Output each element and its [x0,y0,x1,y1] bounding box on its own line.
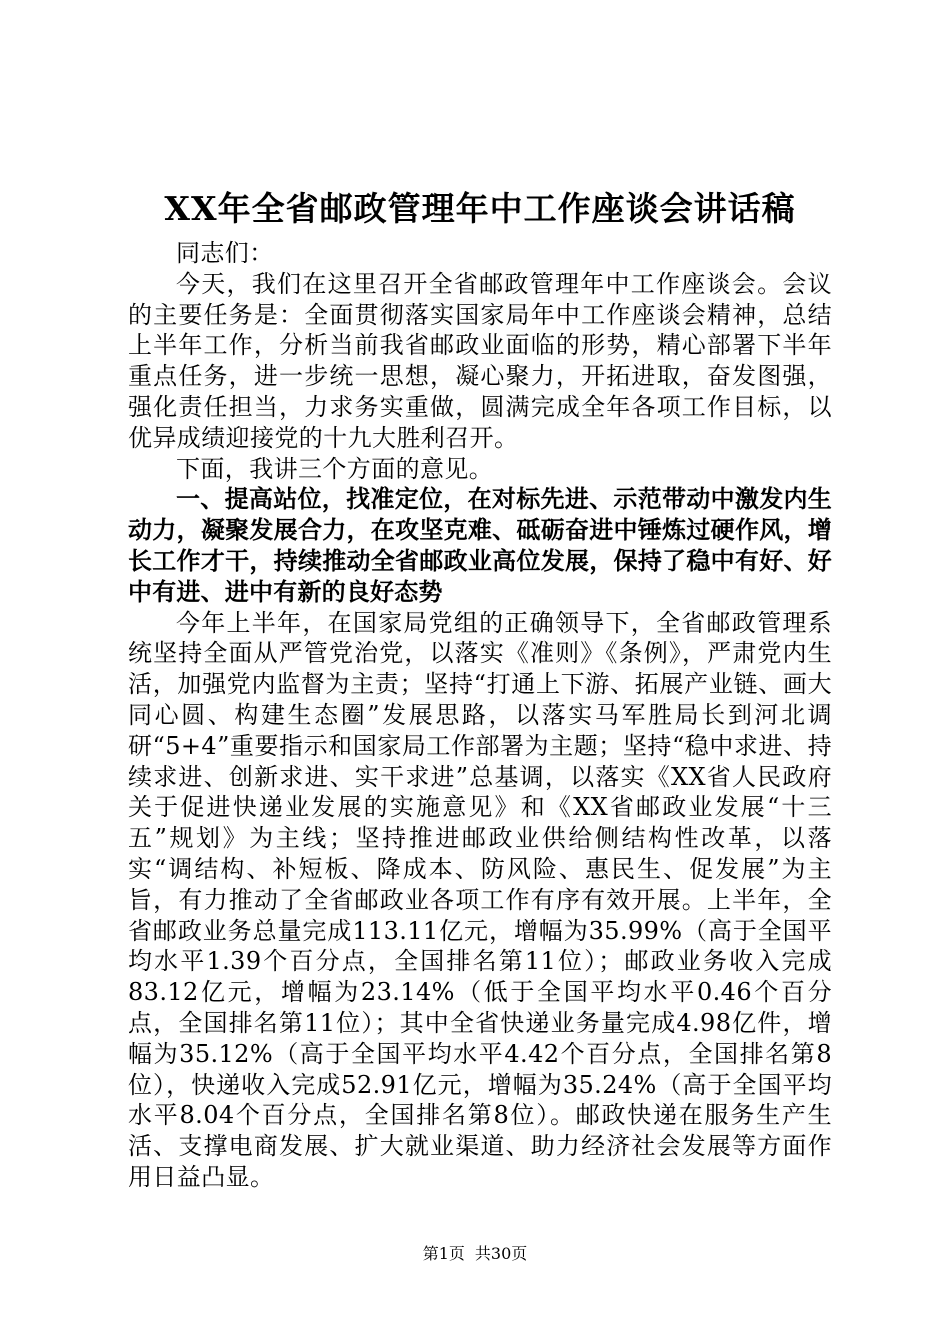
document-body [128,238,832,1193]
section-heading: 一、提高站位，找准定位，在对标先进、示范带动中激发内生动力，凝聚发展合力，在攻坚克难、砥砺奋进中锤炼过硬作风，增长工作才干，持续推动全省邮政业高位发展，保持了稳中有好、好中有进、进中有新的良好态势 [128,484,832,606]
page-number-current: 第1页 [422,1244,465,1263]
page-footer [0,1244,950,1264]
salutation-paragraph: 同志们： [176,239,274,267]
section-body-paragraph: 今年上半年，在国家局党组的正确领导下，全省邮政管理系统坚持全面从严管党治党，以落实《准则》《条例》，严肃党内生活，加强党内监督为主责；坚持“打通上下游、拓展产业链、画大同心圆、构建生态圈”发展思路，以落实马军胜局长到河北调研“5+4”重要指示和国家局工作部署为主题；坚持“稳中求进、持续求进、创新求进、实干求进”总基调，以落实《XX省人民政府关于促进快递业发展的实施意见》和《XX省邮政业发展“十三五”规划》为主线；坚持推进邮政业供给侧结构性改革，以落实“调结构、补短板、降成本、防风险、惠民生、促发展”为主旨，有力推动了全省邮政业各项工作有序有效开展。上半年，全省邮政业务总量完成113.11亿元，增幅为35.99%（高于全国平均水平1.39个百分点，全国排名第11位）；邮政业务收入完成83.12亿元，增幅为23.14%（低于全国平均水平0.46个百分点，全国排名第11位）；其中全省快递业务量完成4.98亿件，增幅为35.12%（高于全国平均水平4.42个百分点，全国排名第8位），快递收入完成52.91亿元，增幅为35.24%（高于全国平均水平8.04个百分点，全国排名第8位）。邮政快递在服务生产生活、支撑电商发展、扩大就业渠道、助力经济社会发展等方面作用日益凸显。 [128,608,832,1191]
page-number-total: 共30页 [474,1244,528,1263]
intro-paragraph: 今天，我们在这里召开全省邮政管理年中工作座谈会。会议的主要任务是：全面贯彻落实国家局年中工作座谈会精神，总结上半年工作，分析当前我省邮政业面临的形势，精心部署下半年重点任务，进一步统一思想，凝心聚力，开拓进取，奋发图强，强化责任担当，力求务实重做，圆满完成全年各项工作目标，以优异成绩迎接党的十九大胜利召开。 [128,269,832,452]
outline-paragraph: 下面，我讲三个方面的意见。 [176,454,494,483]
document-title: XX年全省邮政管理年中工作座谈会讲话稿 [164,189,796,228]
